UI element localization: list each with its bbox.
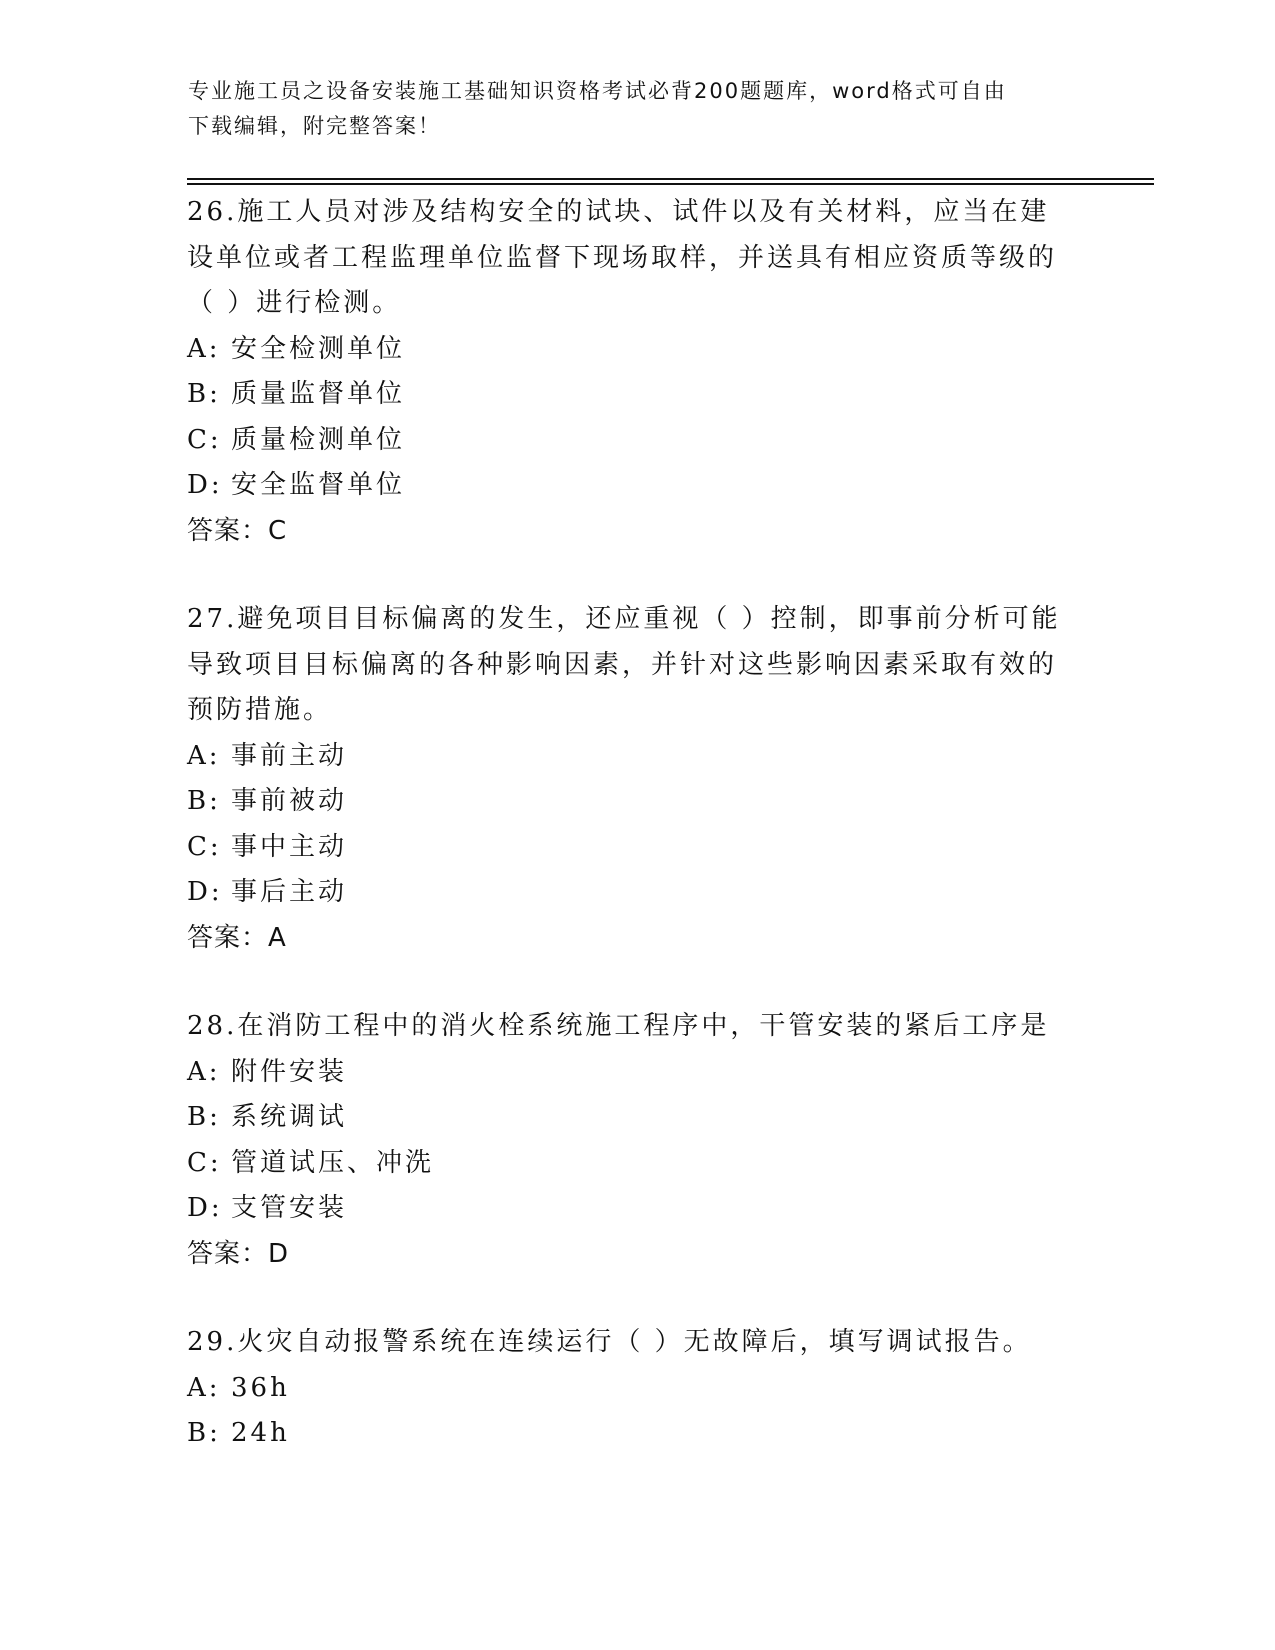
question-26 (187, 190, 1077, 554)
header-line-2: 下载编辑，附完整答案！ (188, 114, 441, 138)
option-text: 质量监督单位 (231, 379, 406, 409)
answer-text: 答案：C (187, 515, 288, 546)
option-d (187, 463, 1077, 509)
question-text: 28.在消防工程中的消火栓系统施工程序中，干管安装的紧后工序是 (187, 1011, 1050, 1041)
option-letter: C: (187, 831, 222, 862)
option-text: 管道试压、冲洗 (231, 1147, 435, 1178)
question-27 (187, 597, 1077, 961)
option-text: 安全检测单位 (231, 333, 406, 364)
question-text: 29.火灾自动报警系统在连续运行（ ）无故障后，填写调试报告。 (187, 1327, 1032, 1357)
question-text: 26.施工人员对涉及结构安全的试块、试件以及有关材料，应当在建设单位或者工程监理单位监督下现场取样，并送具有相应资质等级的（ ）进行检测。 (187, 197, 1058, 318)
option-text: 质量检测单位 (231, 424, 406, 455)
option-text: 附件安装 (231, 1056, 348, 1087)
header-divider-top (187, 178, 1154, 180)
option-letter: C: (187, 424, 222, 455)
option-text: 事后主动 (231, 877, 348, 907)
option-letter: D: (187, 1193, 223, 1223)
option-c (187, 825, 1077, 871)
option-letter: B: (187, 379, 221, 409)
option-c (187, 418, 1077, 464)
option-b (187, 372, 1077, 418)
question-29 (187, 1320, 1077, 1457)
question-text: 27.避免项目目标偏离的发生，还应重视（ ）控制，即事前分析可能导致项目目标偏离的各种影响因素，并针对这些影响因素采取有效的预防措施。 (187, 604, 1061, 725)
option-letter: B: (187, 1102, 221, 1132)
answer-text: 答案：A (187, 922, 287, 953)
question-28 (187, 1004, 1077, 1277)
option-letter: A: (187, 1056, 221, 1087)
header-divider-bottom (187, 183, 1154, 185)
option-letter: A: (187, 1372, 221, 1403)
option-c (187, 1141, 1077, 1187)
option-letter: A: (187, 740, 221, 771)
option-text: 系统调试 (231, 1102, 348, 1132)
option-text: 事中主动 (231, 831, 348, 862)
option-letter: B: (187, 786, 221, 816)
option-text: 支管安装 (231, 1193, 348, 1223)
option-text: 安全监督单位 (231, 470, 406, 500)
option-text: 事前主动 (231, 740, 348, 771)
option-d (187, 870, 1077, 916)
option-b (187, 1411, 1077, 1457)
option-a (187, 1366, 1077, 1412)
option-letter: D: (187, 877, 223, 907)
option-a (187, 734, 1077, 780)
option-a (187, 327, 1077, 373)
option-d (187, 1186, 1077, 1232)
option-letter: B: (187, 1418, 221, 1448)
option-text: 36h (231, 1372, 290, 1403)
header-line-1: 专业施工员之设备安装施工基础知识资格考试必背200题题库，word格式可自由 (188, 79, 1007, 103)
option-b (187, 1095, 1077, 1141)
question-list (187, 190, 1077, 1500)
option-text: 24h (231, 1418, 290, 1448)
option-b (187, 779, 1077, 825)
option-letter: C: (187, 1147, 222, 1178)
option-letter: A: (187, 333, 221, 364)
option-a (187, 1050, 1077, 1096)
option-letter: D: (187, 470, 223, 500)
option-text: 事前被动 (231, 786, 348, 816)
document-header (188, 74, 1068, 144)
answer-text: 答案：D (187, 1238, 290, 1269)
